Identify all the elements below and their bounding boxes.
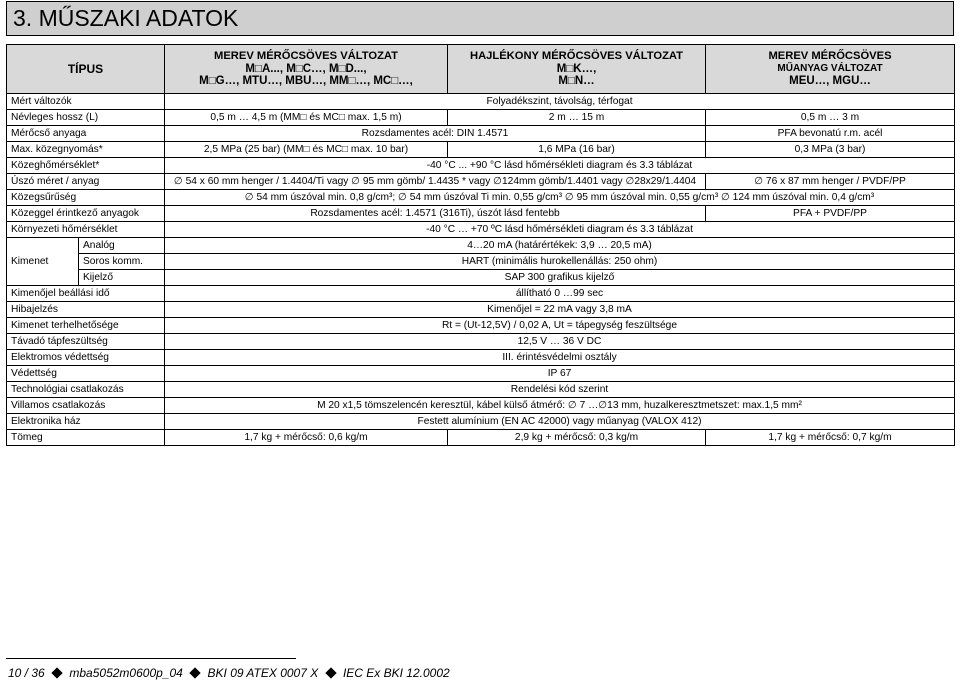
spec-table xyxy=(6,44,955,446)
table-row: Közeggel érintkező anyagok Rozsdamentes acél: 1.4571 (316Ti), úszót lásd fentebb PFA + PVDF/PP xyxy=(7,205,955,221)
page-footer xyxy=(8,666,450,680)
table-row: Távadó tápfeszültség 12,5 V … 36 V DC xyxy=(7,333,955,349)
table-row: Technológiai csatlakozás Rendelési kód szerint xyxy=(7,381,955,397)
table-row: Kimenet Analóg 4…20 mA (határértékek: 3,9 … 20,5 mA) xyxy=(7,237,955,253)
section-title: 3. MŰSZAKI ADATOK xyxy=(13,5,239,31)
diamond-bullet-icon xyxy=(190,668,201,679)
header-col-rigid: MEREV MÉRŐCSÖVES VÁLTOZAT M□A..., M□C…, M□D..., M□G…, MTU…, MBU…, MM□…, MC□…, xyxy=(165,45,448,94)
footer-rule xyxy=(6,658,296,659)
section-header xyxy=(6,1,954,36)
header-col-plastic: MEREV MÉRŐCSÖVES MŰANYAG VÁLTOZAT MEU…, MGU… xyxy=(706,45,955,94)
table-row: Közeghőmérséklet* -40 °C ... +90 °C lásd hőmérsékleti diagram és 3.3 táblázat xyxy=(7,157,955,173)
document-code: mba5052m0600p_04 xyxy=(69,666,183,680)
table-row: Névleges hossz (L) 0,5 m … 4,5 m (MM□ és MC□ max. 1,5 m) 2 m … 15 m 0,5 m … 3 m xyxy=(7,109,955,125)
table-row: Úszó méret / anyag ∅ 54 x 60 mm henger / 1.4404/Ti vagy ∅ 95 mm gömb/ 1.4435 * vagy ∅124mm gömb/1.4401 vagy ∅28x29/1.4404 ∅ 76 x 87 mm henger / PVDF/PP xyxy=(7,173,955,189)
table-row: Elektromos védettség III. érintésvédelmi osztály xyxy=(7,349,955,365)
header-col-flexible: HAJLÉKONY MÉRŐCSÖVES VÁLTOZAT M□K…, M□N… xyxy=(448,45,706,94)
table-header-row xyxy=(7,45,955,94)
table-row: Hibajelzés Kimenőjel = 22 mA vagy 3,8 mA xyxy=(7,301,955,317)
table-row: Védettség IP 67 xyxy=(7,365,955,381)
table-row: Mérőcső anyaga Rozsdamentes acél: DIN 1.4571 PFA bevonatú r.m. acél xyxy=(7,125,955,141)
table-row: Kimenet terhelhetősége Rt = (Ut-12,5V) / 0,02 A, Ut = tápegység feszültsége xyxy=(7,317,955,333)
table-row: Közegsűrűség ∅ 54 mm úszóval min. 0,8 g/cm³; ∅ 54 mm úszóval Ti min. 0,55 g/cm³ ∅ 95 mm úszóval min. 0,55 g/cm³ ∅ 124 mm úszóval min. 0,4 g/cm³ xyxy=(7,189,955,205)
header-type: TÍPUS xyxy=(7,45,165,94)
table-row: Max. közegnyomás* 2,5 MPa (25 bar) (MM□ és MC□ max. 10 bar) 1,6 MPa (16 bar) 0,3 MPa (3 bar) xyxy=(7,141,955,157)
table-row: Kijelző SAP 300 grafikus kijelző xyxy=(7,269,955,285)
output-group-label: Kimenet xyxy=(7,237,79,285)
iec-certificate: IEC Ex BKI 12.0002 xyxy=(342,666,450,680)
table-row: Elektronika ház Festett alumínium (EN AC 42000) vagy műanyag (VALOX 412) xyxy=(7,413,955,429)
table-row: Környezeti hőmérséklet -40 °C … +70 ºC lásd hőmérsékleti diagram és 3.3 táblázat xyxy=(7,221,955,237)
table-row: Mért változók Folyadékszint, távolság, térfogat xyxy=(7,93,955,109)
atex-certificate: BKI 09 ATEX 0007 X xyxy=(207,666,319,680)
table-row: Soros komm. HART (minimális hurokellenállás: 250 ohm) xyxy=(7,253,955,269)
table-row: Villamos csatlakozás M 20 x1,5 tömszelencén keresztül, kábel külső átmérő: ∅ 7 …∅13 mm, huzalkeresztmetszet: max.1,5 mm² xyxy=(7,397,955,413)
page-number: 10 / 36 xyxy=(8,666,45,680)
table-row: Kimenőjel beállási idő állítható 0 …99 sec xyxy=(7,285,955,301)
diamond-bullet-icon xyxy=(51,668,62,679)
table-row: Tömeg 1,7 kg + mérőcső: 0,6 kg/m 2,9 kg + mérőcső: 0,3 kg/m 1,7 kg + mérőcső: 0,7 kg/m xyxy=(7,429,955,445)
diamond-bullet-icon xyxy=(325,668,336,679)
